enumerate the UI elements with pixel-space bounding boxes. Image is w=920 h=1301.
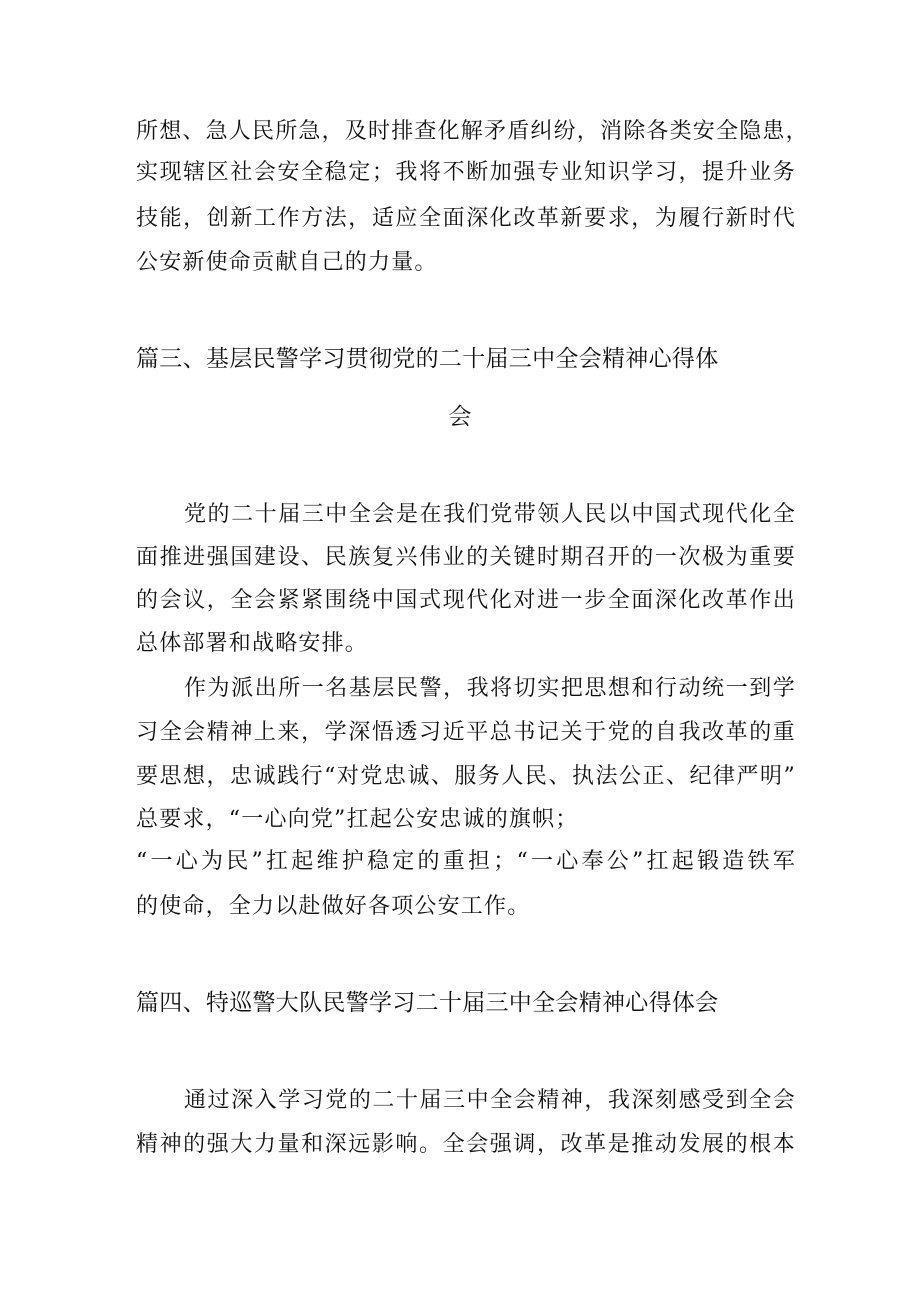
section-title: 篇四、特巡警大队民警学习二十届三中全会精神心得体会 (136, 990, 719, 1016)
section-title-continuation: 会 (448, 404, 472, 430)
body-text-line: 要思想，忠诚践行“对党忠诚、服务人民、执法公正、纪律严明” (136, 764, 796, 789)
body-text-line: 所想、急人民所急，及时排查化解矛盾纠纷，消除各类安全隐患， (136, 119, 809, 144)
body-text-line: 习全会精神上来，学深悟透习近平总书记关于党的自我改革的重 (136, 720, 796, 745)
body-text-line: 的使命，全力以赴做好各项公安工作。 (136, 894, 531, 919)
paragraph-first-line: 党的二十届三中全会是在我们党带领人民以中国式现代化全 (184, 502, 796, 527)
section-title: 篇三、基层民警学习贯彻党的二十届三中全会精神心得体 (136, 346, 719, 372)
paragraph-first-line: 作为派出所一名基层民警，我将切实把思想和行动统一到学 (184, 676, 796, 701)
body-text-line: 的会议，全会紧紧围绕中国式现代化对进一步全面深化改革作出 (136, 588, 796, 613)
paragraph-first-line: 通过深入学习党的二十届三中全会精神，我深刻感受到全会 (184, 1088, 796, 1113)
body-text-line: “一心为民”扛起维护稳定的重担；“一心奉公”扛起锻造铁军 (136, 849, 796, 874)
body-text-line: 总要求，“一心向党”扛起公安忠诚的旗帜； (136, 807, 579, 832)
body-text-line: 精神的强大力量和深远影响。全会强调，改革是推动发展的根本 (136, 1132, 796, 1157)
body-text-line: 公安新使命贡献自己的力量。 (136, 250, 438, 275)
body-text-line: 技能，创新工作方法，适应全面深化改革新要求，为履行新时代 (136, 206, 796, 231)
body-text-line: 实现辖区社会安全稳定；我将不断加强专业知识学习，提升业务 (136, 160, 796, 185)
body-text-line: 总体部署和战略安排。 (136, 631, 369, 656)
body-text-line: 面推进强国建设、民族复兴伟业的关键时期召开的一次极为重要 (136, 545, 796, 570)
